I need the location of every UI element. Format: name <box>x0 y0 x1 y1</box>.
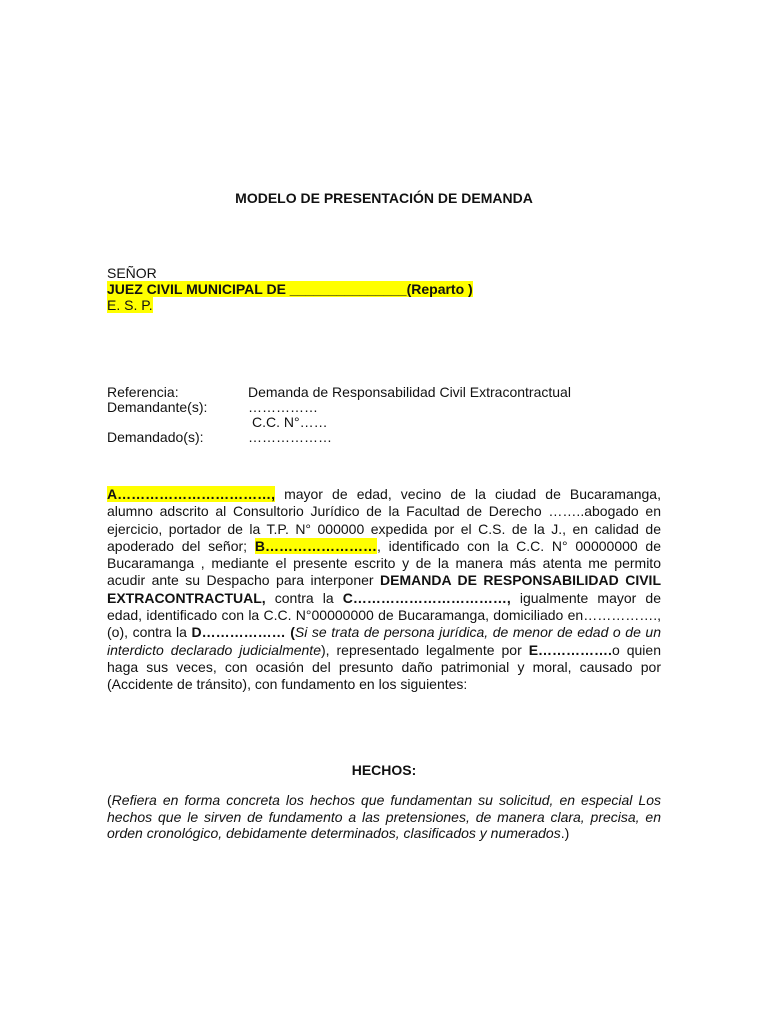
document-title: MODELO DE PRESENTACIÓN DE DEMANDA <box>235 190 533 206</box>
defendant-label: Demandado(s): <box>107 429 204 445</box>
demand-type: DEMANDA DE RESPONSABILIDAD CIVIL EXTRACONTRACTUAL, <box>107 572 661 606</box>
attorney-placeholder: A……………………………, <box>107 486 275 502</box>
body-paragraph <box>107 486 661 694</box>
representative-placeholder: E……………. <box>528 641 612 658</box>
hechos-paren-close: .) <box>560 825 570 841</box>
defendant-c-placeholder: C……………………………, <box>342 589 511 606</box>
reference-label: Referencia: <box>107 384 179 400</box>
client-placeholder: B…………………… <box>254 537 377 554</box>
body-paren-open: ( <box>285 624 295 641</box>
reference-value: Demanda de Responsabilidad Civil Extracontractual <box>248 384 571 400</box>
recipient-esp-text: E. S. P. <box>107 297 153 313</box>
body-text-4: igualmente mayor de edad, identificado con la C.C. N°00000000 de Bucaramanga, domiciliado en……………., (o), contra la <box>107 589 661 641</box>
defendant-value: ……………… <box>248 429 332 445</box>
reference-block <box>107 385 571 445</box>
body-text-3: contra la <box>265 589 343 606</box>
recipient-salutation: SEÑOR <box>107 265 157 281</box>
recipient-block <box>107 265 473 313</box>
plaintiff-id: C.C. N°…… <box>252 414 328 430</box>
defendant-d-placeholder: D……………… <box>191 624 286 641</box>
body-text-1: mayor de edad, vecino de la ciudad de Bucaramanga, alumno adscrito al Consultorio Jurídico de la Facultad de Derecho ……..abogado en ejercicio, portador de la T.P. N° 000000 expedida por el C.S. de la J., en calidad de apoderado del señor; <box>107 486 661 554</box>
hechos-paragraph <box>107 792 661 842</box>
hechos-instructions: Refiera en forma concreta los hechos que fundamentan su solicitud, en especial Los hechos que le sirven de fundamento a las pretensiones, de manera clara, precisa, en orden cronológico, debidamente determinados, clasificados y numerados <box>107 792 661 841</box>
hechos-heading: HECHOS: <box>351 762 417 778</box>
recipient-judge <box>107 281 473 297</box>
plaintiff-value: …………… <box>248 399 318 415</box>
plaintiff-label: Demandante(s): <box>107 399 208 415</box>
legal-entity-note: Si se trata de persona jurídica, de menor de edad o de un interdicto declarado judicialmente <box>107 624 661 658</box>
hechos-paren-open: ( <box>107 792 112 808</box>
reference-row <box>107 385 571 400</box>
body-text-5: ), representado legalmente por <box>320 641 529 658</box>
body-text-2: , identificado con la C.C. N° 00000000 de Bucaramanga , mediante el presente escrito y de la manera más atenta me permito acudir ante su Despacho para interponer <box>107 537 662 589</box>
plaintiff-row <box>107 400 571 415</box>
recipient-judge-text: JUEZ CIVIL MUNICIPAL DE _______________(Reparto ) <box>107 281 473 297</box>
body-text-6: o quien haga sus veces, con ocasión del presunto daño patrimonial y moral, causado por (Accidente de tránsito), con fundamento en los siguientes: <box>107 641 661 693</box>
defendant-row <box>107 430 571 445</box>
recipient-esp <box>107 297 473 313</box>
